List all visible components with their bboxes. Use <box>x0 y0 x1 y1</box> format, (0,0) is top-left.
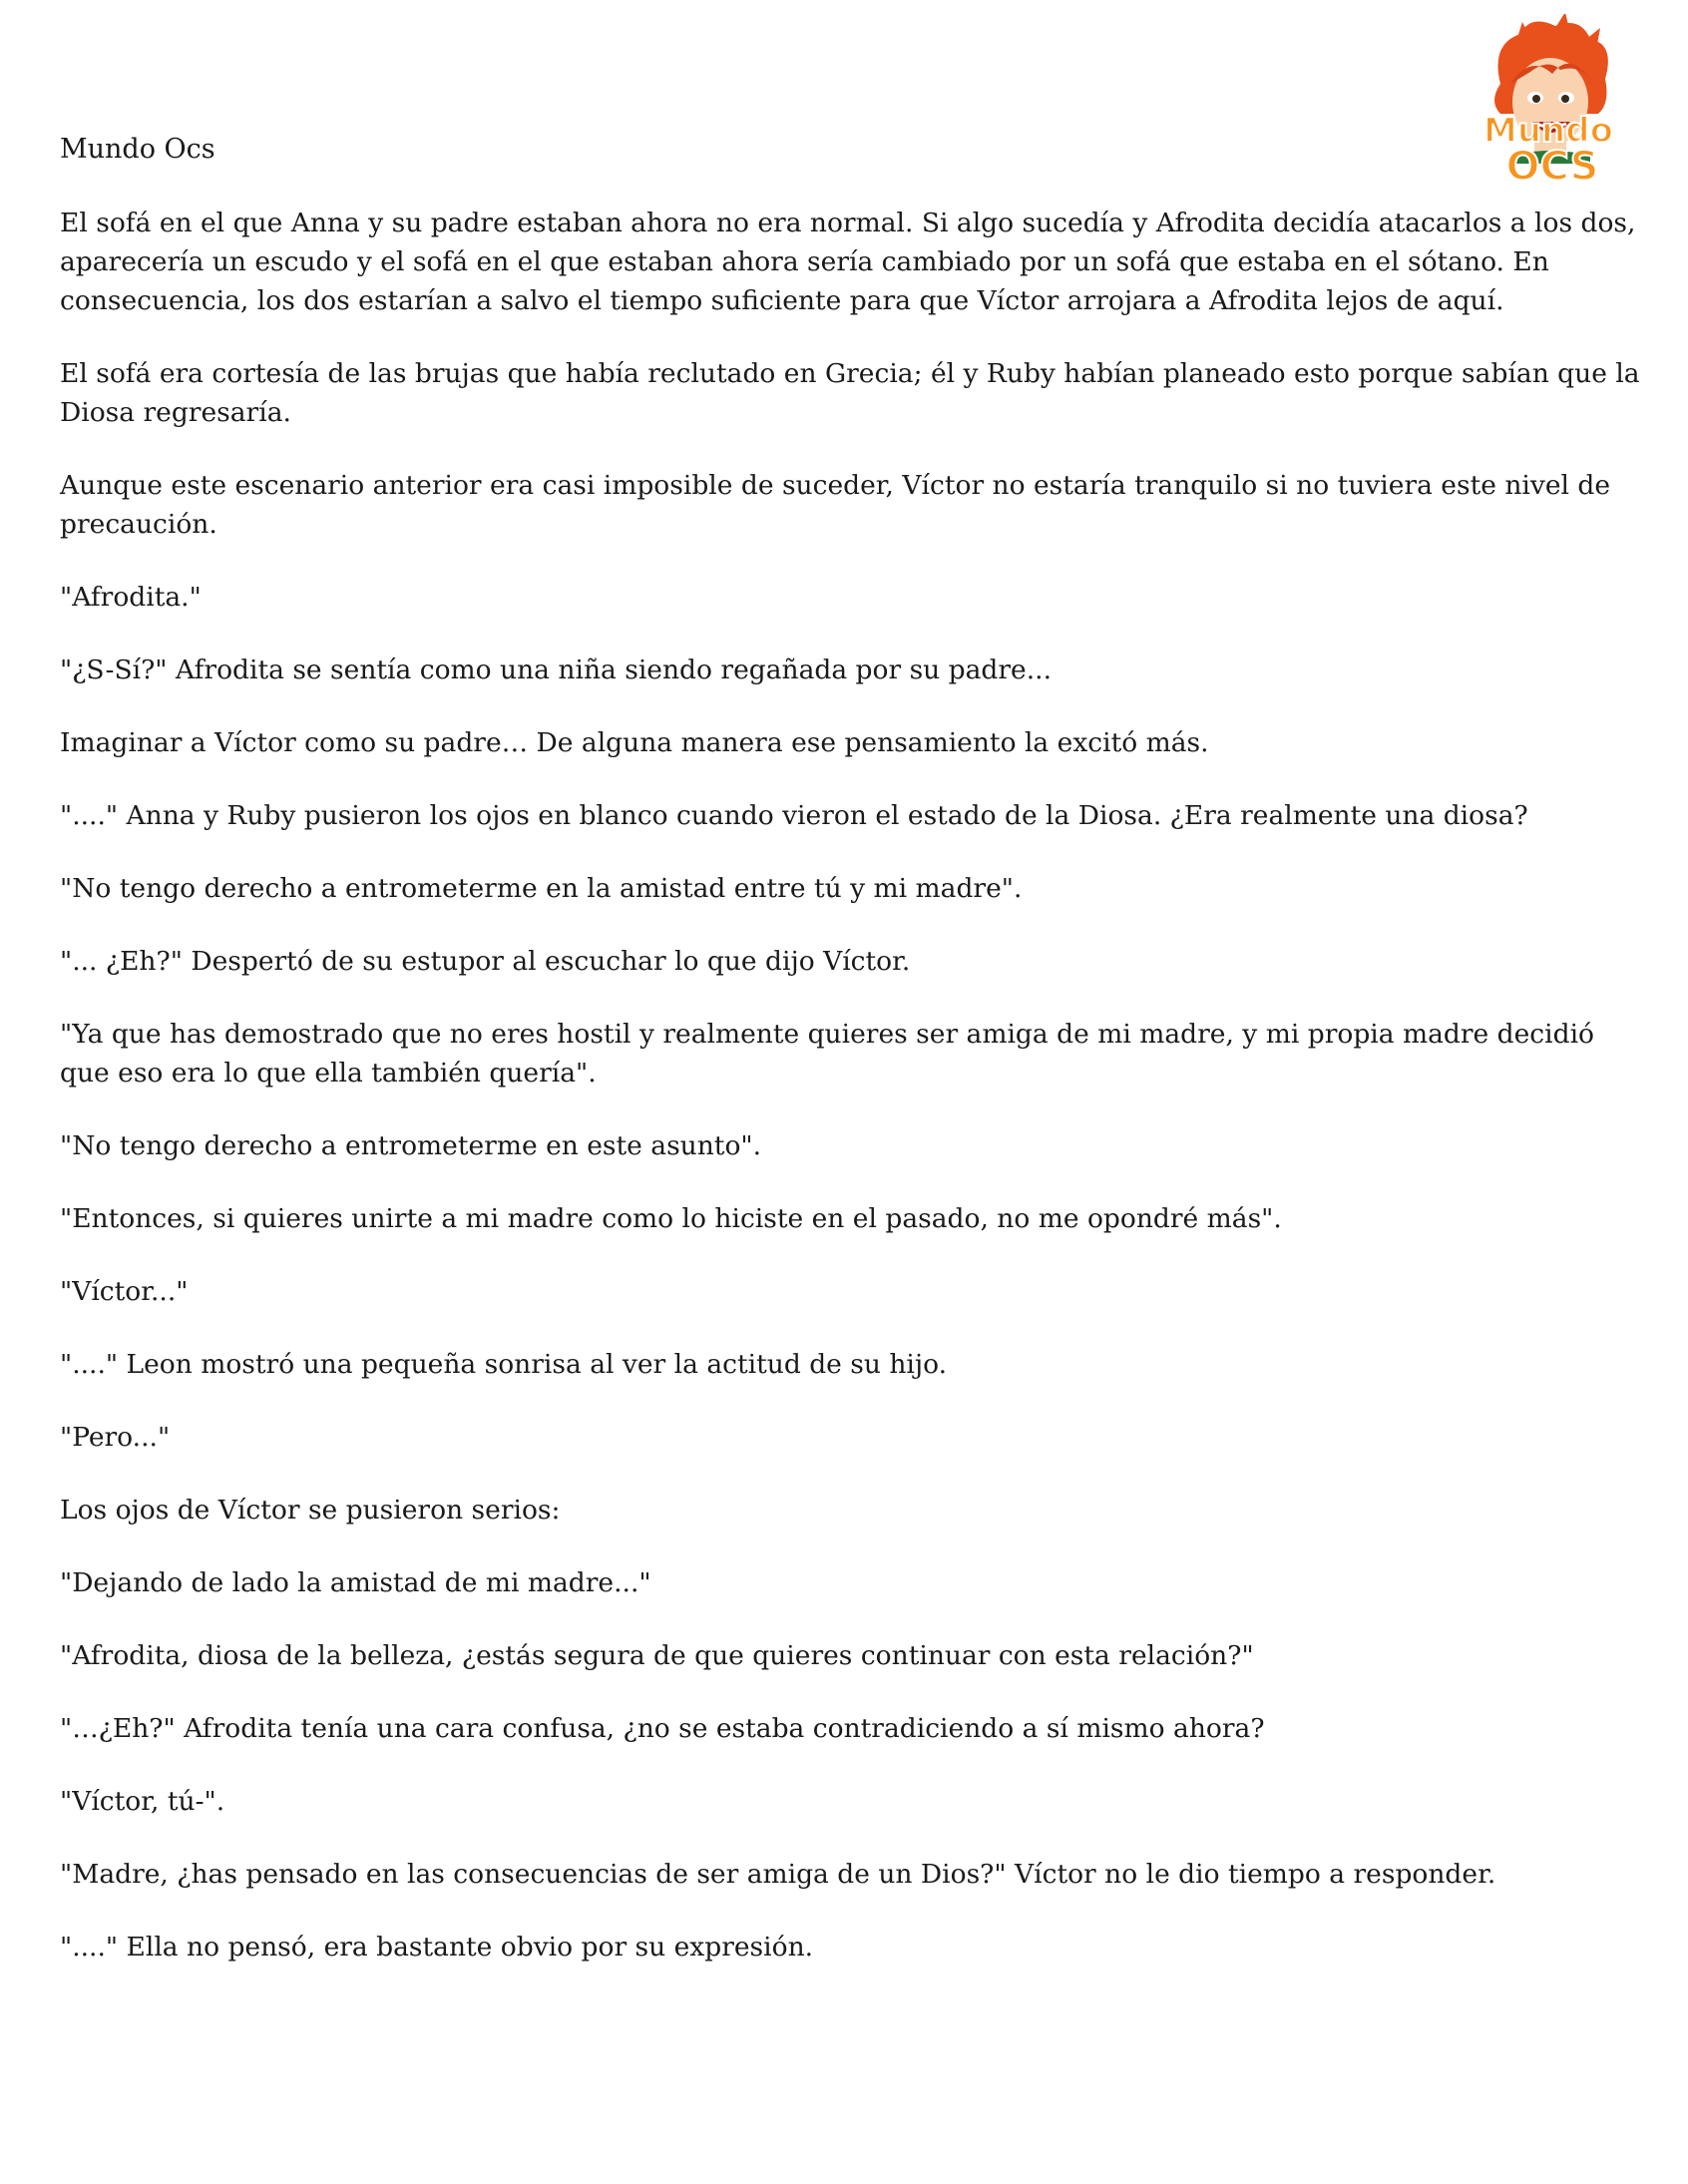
paragraph: "Víctor..." <box>60 1276 189 1307</box>
body-text <box>60 204 1646 2000</box>
paragraph: "¿S-Sí?" Afrodita se sentía como una niña siendo regañada por su padre... <box>60 655 1053 685</box>
paragraph: "...." Anna y Ruby pusieron los ojos en blanco cuando vieron el estado de la Diosa. ¿Era realmente una diosa? <box>60 800 1528 831</box>
paragraph: "Madre, ¿has pensado en las consecuencias de ser amiga de un Dios?" Víctor no le dio tiempo a responder. <box>60 1859 1496 1890</box>
paragraph: "Pero..." <box>60 1422 171 1453</box>
paragraph: "...." Ella no pensó, era bastante obvio por su expresión. <box>60 1932 814 1963</box>
paragraph: El sofá en el que Anna y su padre estaban ahora no era normal. Si algo sucedía y Afrodita decidía atacarlos a los dos, aparecería un escudo y el sofá en el que estaban ahora sería cambiado por un sofá que estaba en el sótano. En consecuencia, los dos estarían a salvo el tiempo suficiente para que Víctor arrojara a Afrodita lejos de aquí. <box>60 208 1636 316</box>
paragraph: El sofá era cortesía de las brujas que había reclutado en Grecia; él y Ruby habían planeado esto porque sabían que la Diosa regresaría. <box>60 358 1640 428</box>
paragraph: "Afrodita, diosa de la belleza, ¿estás segura de que quieres continuar con esta relación?" <box>60 1640 1254 1671</box>
paragraph: "No tengo derecho a entrometerme en la amistad entre tú y mi madre". <box>60 873 1023 904</box>
paragraph: Los ojos de Víctor se pusieron serios: <box>60 1495 561 1526</box>
paragraph: "…¿Eh?" Afrodita tenía una cara confusa, ¿no se estaba contradiciendo a sí mismo ahora? <box>60 1713 1265 1744</box>
logo-text-line1: Mundo <box>1483 111 1613 151</box>
paragraph: "Entonces, si quieres unirte a mi madre como lo hiciste en el pasado, no me opondré más". <box>60 1203 1282 1234</box>
paragraph: "... ¿Eh?" Despertó de su estupor al escuchar lo que dijo Víctor. <box>60 946 911 977</box>
header-title: Mundo Ocs <box>60 134 215 165</box>
paragraph: "...." Leon mostró una pequeña sonrisa al ver la actitud de su hijo. <box>60 1349 948 1380</box>
logo-wordmark <box>1461 14 1636 190</box>
mundo-ocs-logo <box>1461 14 1636 190</box>
paragraph: "Víctor, tú-". <box>60 1786 225 1817</box>
logo-text-line2: OCS <box>1505 144 1599 190</box>
paragraph: "No tengo derecho a entrometerme en este asunto". <box>60 1130 762 1161</box>
paragraph: Aunque este escenario anterior era casi imposible de suceder, Víctor no estaría tranquilo si no tuviera este nivel de precaución. <box>60 470 1611 540</box>
paragraph: "Afrodita." <box>60 582 202 613</box>
paragraph: "Ya que has demostrado que no eres hostil y realmente quieres ser amiga de mi madre, y mi propia madre decidió que eso era lo que ella también quería". <box>60 1019 1594 1089</box>
paragraph: Imaginar a Víctor como su padre… De alguna manera ese pensamiento la excitó más. <box>60 727 1209 758</box>
paragraph: "Dejando de lado la amistad de mi madre..." <box>60 1567 651 1598</box>
